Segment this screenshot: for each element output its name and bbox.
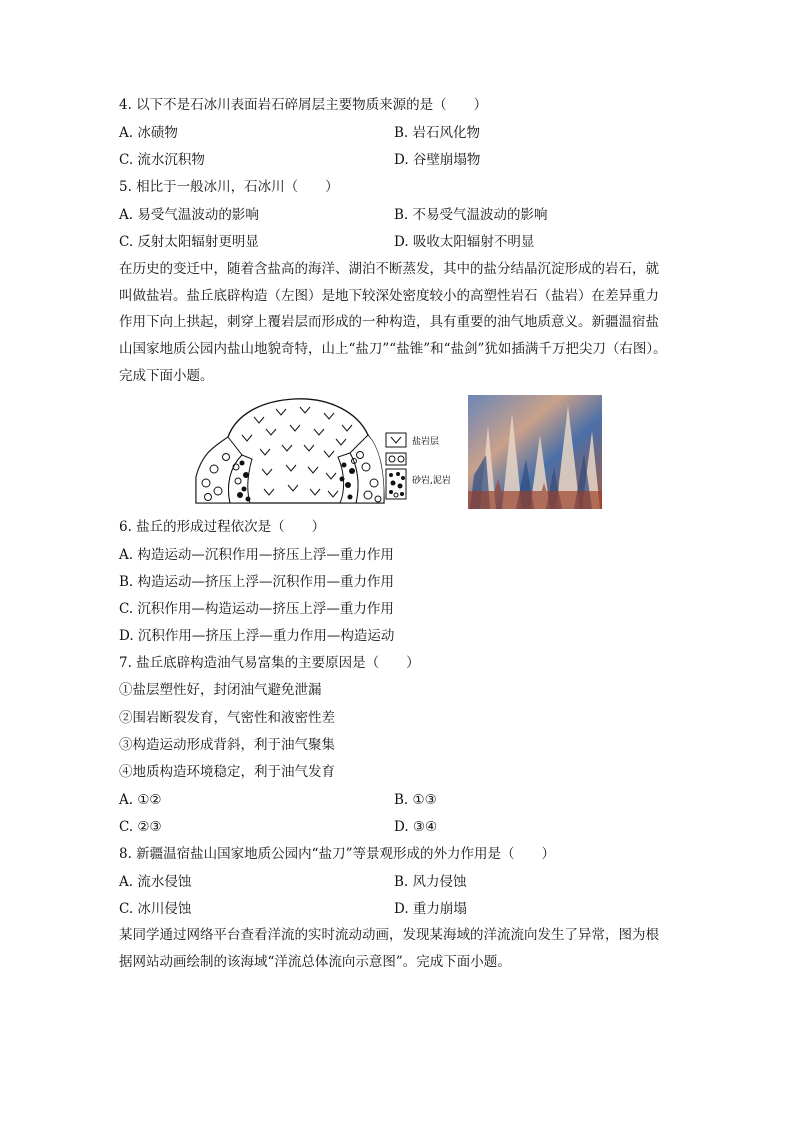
- q4-option-a: A. 冰碛物: [119, 125, 178, 141]
- q7-item-3: ③构造运动形成背斜，利于油气聚集: [119, 737, 335, 753]
- intro1-line: 完成下面小题。: [119, 367, 214, 384]
- intro2-line: 据网站动画绘制的该海域“洋流总体流向示意图”。完成下面小题。: [119, 953, 511, 970]
- q7-item-4: ④地质构造环境稳定，利于油气发育: [119, 764, 335, 780]
- salt-spire-photo: [468, 395, 602, 509]
- legend-sand-label: 砂岩,泥岩: [412, 476, 451, 486]
- intro2-line: 某同学通过网络平台查看洋流的实时流动动画，发现某海域的洋流流向发生了异常，图为根: [119, 927, 659, 943]
- q7-stem: 7. 盐丘底辟构造油气易富集的主要原因是（ ）: [119, 655, 420, 671]
- q5-option-d: D. 吸收太阳辐射不明显: [394, 234, 535, 250]
- q7-item-1: ①盐层塑性好，封闭油气避免泄漏: [119, 682, 322, 698]
- intro1-line: 叫做盐岩。盐丘底辟构造（左图）是地下较深处密度较小的高塑性岩石（盐岩）在差异重力: [119, 287, 659, 304]
- q6-option-b: B. 构造运动—挤压上浮—沉积作用—重力作用: [119, 574, 395, 590]
- q8-option-c: C. 冰川侵蚀: [119, 901, 192, 917]
- legend-salt-label: 盐岩层: [412, 437, 440, 447]
- q7-option-a: A. ①②: [119, 792, 162, 808]
- q5-option-a: A. 易受气温波动的影响: [119, 207, 259, 223]
- q6-option-a: A. 构造运动—沉积作用—挤压上浮—重力作用: [119, 547, 394, 563]
- q8-option-b: B. 风力侵蚀: [394, 874, 467, 890]
- q7-item-2: ②围岩断裂发育，气密性和液密性差: [119, 710, 335, 726]
- q4-option-d: D. 谷壁崩塌物: [394, 152, 481, 168]
- q4-stem: 4. 以下不是石冰川表面岩石碎屑层主要物质来源的是（ ）: [119, 97, 488, 113]
- intro1-line: 山国家地质公园内盐山地貌奇特，山上“盐刀”“盐锥”和“盐剑”犹如插满千万把尖刀（右图）。: [119, 341, 667, 358]
- q4-option-b: B. 岩石风化物: [394, 125, 481, 141]
- q8-stem: 8. 新疆温宿盐山国家地质公园内“盐刀”等景观形成的外力作用是（ ）: [119, 846, 555, 862]
- intro-paragraph-2: [119, 922, 679, 975]
- intro-paragraph-1: [119, 256, 679, 390]
- q4-option-c: C. 流水沉积物: [119, 152, 205, 168]
- q8-option-d: D. 重力崩塌: [394, 901, 467, 917]
- q7-option-b: B. ①③: [394, 792, 437, 808]
- q8-option-a: A. 流水侵蚀: [119, 874, 192, 890]
- q6-option-c: C. 沉积作用—构造运动—挤压上浮—重力作用: [119, 601, 394, 617]
- q6-stem: 6. 盐丘的形成过程依次是（ ）: [119, 519, 326, 535]
- q5-option-c: C. 反射太阳辐射更明显: [119, 234, 259, 250]
- q7-option-d: D. ③④: [394, 819, 438, 835]
- q5-stem: 5. 相比于一般冰川，石冰川（ ）: [119, 179, 339, 195]
- intro1-line: 在历史的变迁中，随着含盐高的海洋、湖泊不断蒸发，其中的盐分结晶沉淀形成的岩石，就: [119, 261, 659, 277]
- q5-option-b: B. 不易受气温波动的影响: [394, 207, 548, 223]
- intro1-line: 作用下向上拱起，刺穿上覆岩层而形成的一种构造，具有重要的油气地质意义。新疆温宿盐: [119, 314, 659, 331]
- salt-dome-figure: [190, 395, 610, 513]
- salt-dome-diagram: [190, 395, 610, 513]
- q6-option-d: D. 沉积作用—挤压上浮—重力作用—构造运动: [119, 628, 395, 644]
- q7-option-c: C. ②③: [119, 819, 162, 835]
